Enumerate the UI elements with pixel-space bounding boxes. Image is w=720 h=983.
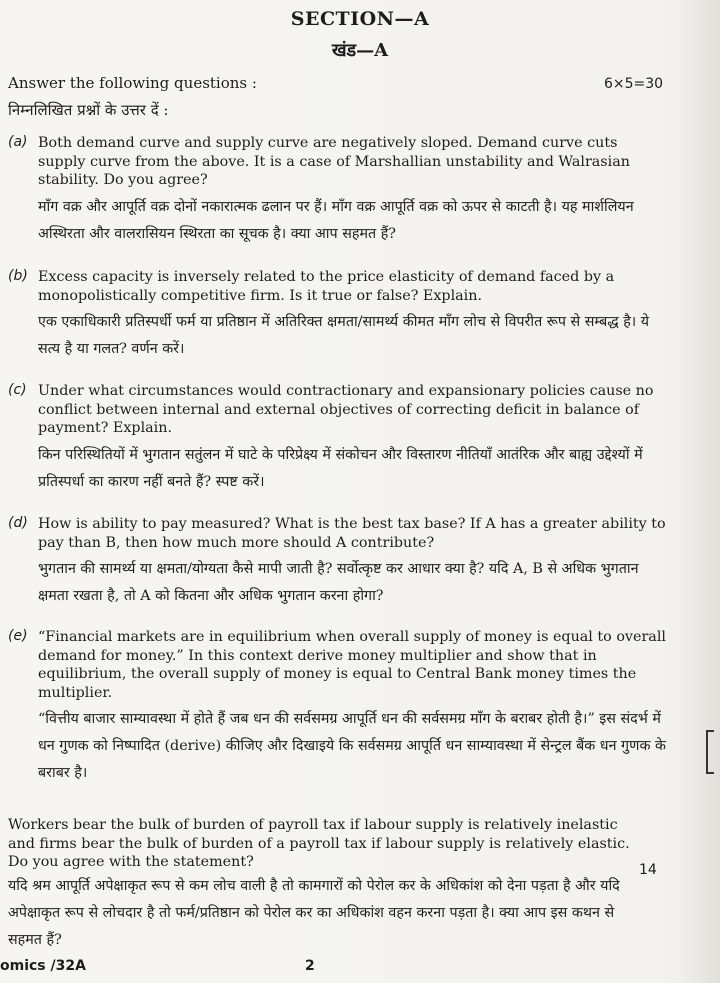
question-text-hi: माँग वक्र और आपूर्ति वक्र दोनों नकारात्मक ढलान पर हैं। माँग वक्र आपूर्ति वक्र को ऊपर से काटती है। यह मार्शलियन अस्थिरता और वालरासियन स्थिरता का सूचक है। क्या आप सहमत हैं? [38,198,634,242]
question-label: (e) [8,628,28,644]
instruction-marks: 6×5=30 [604,76,664,92]
question-d [8,515,668,610]
section-heading-hindi: खंड—A [331,40,389,61]
footer-paper-code: omics /32A [0,958,86,974]
question-b [8,268,668,363]
question-label: (c) [8,382,27,398]
margin-bracket-mark [706,730,714,774]
question-text-en: Both demand curve and supply curve are negatively sloped. Demand curve cuts supply curve from the above. It is a case of Marshallian unstability and Walrasian stability. Do you agree? [38,135,630,188]
question-text-en: “Financial markets are in equilibrium when overall supply of money is equal to overall demand for money.” In this context derive money multiplier and show that in equilibrium, the overall supply of money is equal to Central Bank money times the multiplier. [38,629,666,701]
question-text-en: Excess capacity is inversely related to the price elasticity of demand faced by a monopolistically competitive firm. Is it true or false? Explain. [38,269,615,304]
question-label: (b) [8,268,28,284]
question-text-en: Under what circumstances would contractionary and expansionary policies cause no conflict between internal and external objectives of correcting deficit in balance of payment? Explain. [38,383,654,436]
question-label: (a) [8,134,28,150]
question-e [8,628,668,787]
question-label: (d) [8,515,28,531]
question-text-hi: भुगतान की सामर्थ्य या क्षमता/योग्यता कैसे मापी जाती है? सर्वोत्कृष्ट कर आधार क्या है? यदि A, B से अधिक भुगतान क्षमता रखता है, तो A को कितना और अधिक भुगतान करना होगा? [38,561,639,604]
instruction-text: Answer the following questions : [8,74,257,92]
question-a [8,134,668,248]
question-text-hi: किन परिस्थितियों में भुगतान सतुंलन में घाटे के परिप्रेक्ष्य में संकोचन और विस्तारण नीतियाँ आतंरिक और बाह्य उद्देश्यों में प्रतिस्पर्धा का कारण नहीं बनते हैं? स्पष्ट करें। [38,446,643,490]
question-c [8,382,668,496]
section-heading: SECTION—A [290,8,430,30]
page-edge-shadow [684,0,720,983]
footer-page-number: 2 [305,958,315,974]
instruction-text-hindi: निम्नलिखित प्रश्नों के उत्तर दें : [8,101,169,119]
question-text-en: How is ability to pay measured? What is the best tax base? If A has a greater ability to pay than B, then how much more should A contribute? [38,516,666,551]
question-2-text-en: Workers bear the bulk of burden of payroll tax if labour supply is relatively inelastic and firms bear the bulk of burden of a payroll tax if labour supply is relatively elastic. Do you agree with the statement? [8,817,630,870]
question-text-hi: “वित्तीय बाजार साम्यावस्था में होते हैं जब धन की सर्वसमग्र आपूर्ति धन की सर्वसमग्र माँग के बराबर होती है।” इस संदर्भ में धन गुणक को निष्पादित (derive) कीजिए और दिखाइये कि सर्वसमग्र आपूर्ति धन साम्यावस्था में सेन्ट्रल बैंक धन गुणक के बराबर है। [38,711,666,781]
question-2-text-hi: यदि श्रम आपूर्ति अपेक्षाकृत रूप से कम लोच वाली है तो कामगारों को पेरोल कर के अधिकांश को देना पड़ता है और यदि अपेक्षाकृत रूप से लोचदार है तो फर्म/प्रतिष्ठान को पेरोल कर का अधिकांश वहन करना पड़ता है। क्या आप इस कथन से सहमत हैं? [8,878,620,948]
question-2-marks: 14 [639,862,657,878]
question-text-hi: एक एकाधिकारी प्रतिस्पर्धी फर्म या प्रतिष्ठान में अतिरिक्त क्षमता/सामर्थ्य कीमत माँग लोच से विपरीत रूप से सम्बद्ध है। ये सत्य है या गलत? वर्णन करें। [38,314,650,357]
